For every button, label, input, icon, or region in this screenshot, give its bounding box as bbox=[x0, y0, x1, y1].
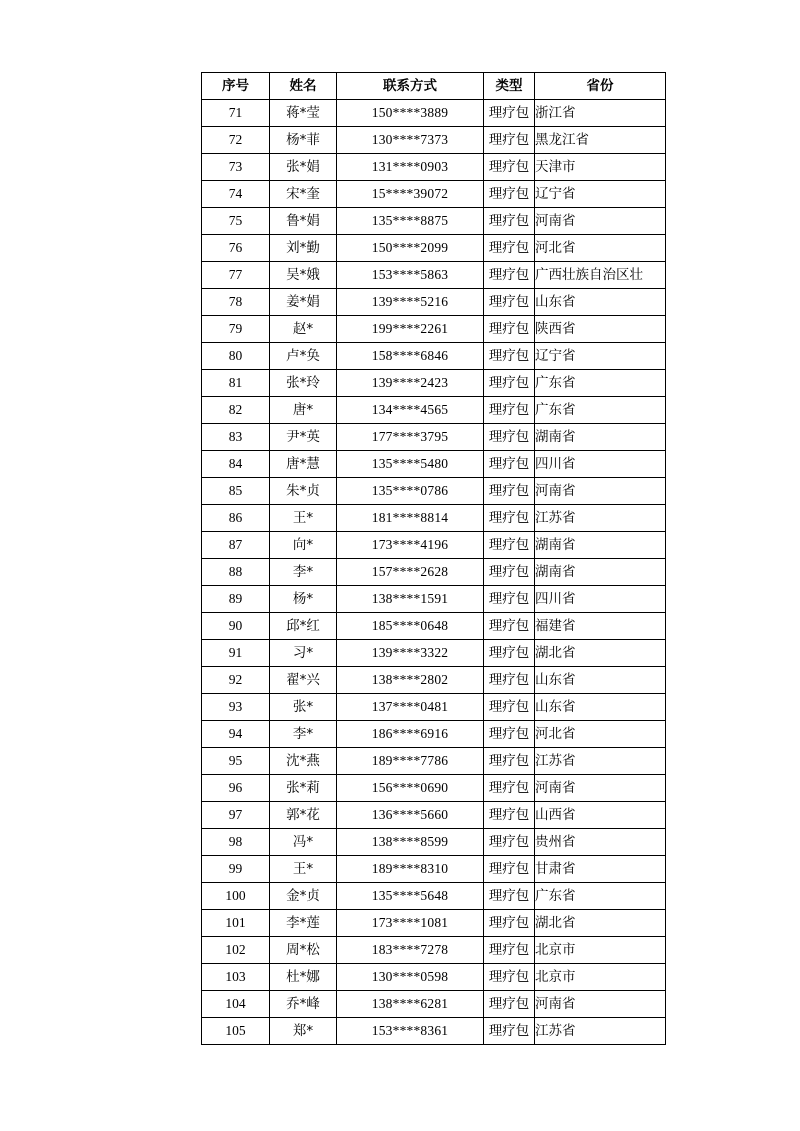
cell-province: 湖北省 bbox=[535, 640, 666, 667]
header-name: 姓名 bbox=[270, 73, 337, 100]
table-row bbox=[202, 451, 666, 478]
table-row bbox=[202, 316, 666, 343]
table-row bbox=[202, 235, 666, 262]
cell-phone: 173****4196 bbox=[337, 532, 484, 559]
cell-name: 习* bbox=[270, 640, 337, 667]
cell-province: 天津市 bbox=[535, 154, 666, 181]
cell-name: 唐*慧 bbox=[270, 451, 337, 478]
table-row bbox=[202, 1018, 666, 1045]
cell-name: 郑* bbox=[270, 1018, 337, 1045]
table-row bbox=[202, 343, 666, 370]
cell-no: 103 bbox=[202, 964, 270, 991]
cell-phone: 138****8599 bbox=[337, 829, 484, 856]
cell-province: 北京市 bbox=[535, 964, 666, 991]
table-row bbox=[202, 262, 666, 289]
table-body bbox=[202, 100, 666, 1045]
cell-province: 河南省 bbox=[535, 991, 666, 1018]
cell-no: 86 bbox=[202, 505, 270, 532]
cell-type: 理疗包 bbox=[484, 505, 535, 532]
cell-province: 北京市 bbox=[535, 937, 666, 964]
cell-province: 四川省 bbox=[535, 586, 666, 613]
cell-no: 75 bbox=[202, 208, 270, 235]
cell-name: 李*莲 bbox=[270, 910, 337, 937]
cell-phone: 157****2628 bbox=[337, 559, 484, 586]
cell-province: 山东省 bbox=[535, 694, 666, 721]
cell-province: 河南省 bbox=[535, 208, 666, 235]
table-header bbox=[202, 73, 666, 100]
cell-province: 江苏省 bbox=[535, 505, 666, 532]
cell-no: 94 bbox=[202, 721, 270, 748]
cell-province: 河南省 bbox=[535, 775, 666, 802]
cell-name: 杨*菲 bbox=[270, 127, 337, 154]
cell-type: 理疗包 bbox=[484, 181, 535, 208]
cell-no: 92 bbox=[202, 667, 270, 694]
cell-no: 80 bbox=[202, 343, 270, 370]
cell-province: 湖南省 bbox=[535, 532, 666, 559]
cell-phone: 189****8310 bbox=[337, 856, 484, 883]
cell-province: 福建省 bbox=[535, 613, 666, 640]
cell-phone: 173****1081 bbox=[337, 910, 484, 937]
cell-phone: 185****0648 bbox=[337, 613, 484, 640]
cell-province: 河北省 bbox=[535, 235, 666, 262]
table-row bbox=[202, 937, 666, 964]
cell-no: 104 bbox=[202, 991, 270, 1018]
table-row bbox=[202, 991, 666, 1018]
cell-name: 卢*奂 bbox=[270, 343, 337, 370]
cell-name: 杨* bbox=[270, 586, 337, 613]
cell-no: 90 bbox=[202, 613, 270, 640]
cell-no: 78 bbox=[202, 289, 270, 316]
cell-type: 理疗包 bbox=[484, 478, 535, 505]
cell-province: 广西壮族自治区壮 bbox=[535, 262, 666, 289]
cell-phone: 15****39072 bbox=[337, 181, 484, 208]
cell-province: 辽宁省 bbox=[535, 181, 666, 208]
cell-province: 辽宁省 bbox=[535, 343, 666, 370]
cell-province: 河南省 bbox=[535, 478, 666, 505]
table-row bbox=[202, 586, 666, 613]
cell-no: 105 bbox=[202, 1018, 270, 1045]
cell-type: 理疗包 bbox=[484, 694, 535, 721]
cell-type: 理疗包 bbox=[484, 532, 535, 559]
cell-no: 96 bbox=[202, 775, 270, 802]
cell-no: 83 bbox=[202, 424, 270, 451]
cell-province: 山东省 bbox=[535, 289, 666, 316]
cell-type: 理疗包 bbox=[484, 451, 535, 478]
cell-name: 李* bbox=[270, 559, 337, 586]
cell-name: 张*莉 bbox=[270, 775, 337, 802]
cell-phone: 189****7786 bbox=[337, 748, 484, 775]
cell-type: 理疗包 bbox=[484, 829, 535, 856]
cell-no: 71 bbox=[202, 100, 270, 127]
cell-name: 沈*燕 bbox=[270, 748, 337, 775]
cell-type: 理疗包 bbox=[484, 613, 535, 640]
cell-type: 理疗包 bbox=[484, 424, 535, 451]
cell-type: 理疗包 bbox=[484, 208, 535, 235]
table-row bbox=[202, 775, 666, 802]
cell-type: 理疗包 bbox=[484, 775, 535, 802]
cell-type: 理疗包 bbox=[484, 856, 535, 883]
cell-no: 77 bbox=[202, 262, 270, 289]
cell-province: 山西省 bbox=[535, 802, 666, 829]
roster-table bbox=[201, 72, 666, 1045]
cell-no: 91 bbox=[202, 640, 270, 667]
cell-no: 81 bbox=[202, 370, 270, 397]
cell-province: 黑龙江省 bbox=[535, 127, 666, 154]
cell-name: 冯* bbox=[270, 829, 337, 856]
cell-phone: 139****2423 bbox=[337, 370, 484, 397]
cell-type: 理疗包 bbox=[484, 721, 535, 748]
cell-phone: 156****0690 bbox=[337, 775, 484, 802]
cell-phone: 135****0786 bbox=[337, 478, 484, 505]
cell-phone: 183****7278 bbox=[337, 937, 484, 964]
table-row bbox=[202, 478, 666, 505]
cell-no: 102 bbox=[202, 937, 270, 964]
cell-phone: 134****4565 bbox=[337, 397, 484, 424]
cell-province: 广东省 bbox=[535, 883, 666, 910]
table-row bbox=[202, 613, 666, 640]
cell-phone: 139****5216 bbox=[337, 289, 484, 316]
cell-type: 理疗包 bbox=[484, 1018, 535, 1045]
table-row bbox=[202, 370, 666, 397]
cell-no: 93 bbox=[202, 694, 270, 721]
cell-name: 张*娟 bbox=[270, 154, 337, 181]
header-province: 省份 bbox=[535, 73, 666, 100]
cell-province: 贵州省 bbox=[535, 829, 666, 856]
cell-phone: 138****6281 bbox=[337, 991, 484, 1018]
cell-province: 四川省 bbox=[535, 451, 666, 478]
table-row bbox=[202, 505, 666, 532]
cell-name: 邱*红 bbox=[270, 613, 337, 640]
table-row bbox=[202, 154, 666, 181]
table-row bbox=[202, 694, 666, 721]
cell-no: 98 bbox=[202, 829, 270, 856]
cell-phone: 153****8361 bbox=[337, 1018, 484, 1045]
cell-phone: 177****3795 bbox=[337, 424, 484, 451]
header-phone: 联系方式 bbox=[337, 73, 484, 100]
cell-no: 84 bbox=[202, 451, 270, 478]
cell-no: 89 bbox=[202, 586, 270, 613]
cell-phone: 135****5480 bbox=[337, 451, 484, 478]
cell-no: 100 bbox=[202, 883, 270, 910]
table-row bbox=[202, 802, 666, 829]
cell-province: 广东省 bbox=[535, 370, 666, 397]
table-row bbox=[202, 721, 666, 748]
table-row bbox=[202, 208, 666, 235]
table-row bbox=[202, 100, 666, 127]
table-row bbox=[202, 127, 666, 154]
cell-phone: 153****5863 bbox=[337, 262, 484, 289]
cell-type: 理疗包 bbox=[484, 289, 535, 316]
table-row bbox=[202, 532, 666, 559]
cell-province: 湖南省 bbox=[535, 559, 666, 586]
cell-no: 79 bbox=[202, 316, 270, 343]
header-no: 序号 bbox=[202, 73, 270, 100]
cell-name: 张* bbox=[270, 694, 337, 721]
cell-name: 向* bbox=[270, 532, 337, 559]
header-row bbox=[202, 73, 666, 100]
cell-type: 理疗包 bbox=[484, 559, 535, 586]
cell-name: 唐* bbox=[270, 397, 337, 424]
cell-phone: 138****2802 bbox=[337, 667, 484, 694]
cell-type: 理疗包 bbox=[484, 127, 535, 154]
cell-type: 理疗包 bbox=[484, 586, 535, 613]
cell-phone: 130****7373 bbox=[337, 127, 484, 154]
cell-name: 郭*花 bbox=[270, 802, 337, 829]
cell-province: 陕西省 bbox=[535, 316, 666, 343]
cell-no: 82 bbox=[202, 397, 270, 424]
cell-province: 江苏省 bbox=[535, 748, 666, 775]
cell-name: 周*松 bbox=[270, 937, 337, 964]
cell-no: 74 bbox=[202, 181, 270, 208]
cell-name: 尹*英 bbox=[270, 424, 337, 451]
cell-name: 杜*娜 bbox=[270, 964, 337, 991]
cell-type: 理疗包 bbox=[484, 262, 535, 289]
cell-no: 88 bbox=[202, 559, 270, 586]
table-row bbox=[202, 640, 666, 667]
cell-type: 理疗包 bbox=[484, 910, 535, 937]
cell-no: 95 bbox=[202, 748, 270, 775]
header-type: 类型 bbox=[484, 73, 535, 100]
cell-phone: 139****3322 bbox=[337, 640, 484, 667]
cell-name: 姜*娟 bbox=[270, 289, 337, 316]
cell-no: 73 bbox=[202, 154, 270, 181]
table-row bbox=[202, 181, 666, 208]
cell-no: 76 bbox=[202, 235, 270, 262]
cell-type: 理疗包 bbox=[484, 883, 535, 910]
cell-phone: 150****3889 bbox=[337, 100, 484, 127]
cell-name: 张*玲 bbox=[270, 370, 337, 397]
cell-name: 翟*兴 bbox=[270, 667, 337, 694]
cell-phone: 186****6916 bbox=[337, 721, 484, 748]
cell-type: 理疗包 bbox=[484, 100, 535, 127]
cell-no: 97 bbox=[202, 802, 270, 829]
table-row bbox=[202, 910, 666, 937]
cell-province: 湖南省 bbox=[535, 424, 666, 451]
cell-name: 鲁*娟 bbox=[270, 208, 337, 235]
cell-name: 李* bbox=[270, 721, 337, 748]
cell-province: 浙江省 bbox=[535, 100, 666, 127]
cell-type: 理疗包 bbox=[484, 343, 535, 370]
cell-type: 理疗包 bbox=[484, 964, 535, 991]
cell-phone: 137****0481 bbox=[337, 694, 484, 721]
cell-name: 朱*贞 bbox=[270, 478, 337, 505]
cell-province: 河北省 bbox=[535, 721, 666, 748]
cell-type: 理疗包 bbox=[484, 802, 535, 829]
cell-type: 理疗包 bbox=[484, 640, 535, 667]
cell-name: 刘*勤 bbox=[270, 235, 337, 262]
table-row bbox=[202, 397, 666, 424]
cell-name: 王* bbox=[270, 505, 337, 532]
table-row bbox=[202, 883, 666, 910]
cell-province: 广东省 bbox=[535, 397, 666, 424]
cell-province: 山东省 bbox=[535, 667, 666, 694]
cell-province: 湖北省 bbox=[535, 910, 666, 937]
cell-province: 甘肃省 bbox=[535, 856, 666, 883]
table-row bbox=[202, 424, 666, 451]
cell-province: 江苏省 bbox=[535, 1018, 666, 1045]
table-row bbox=[202, 559, 666, 586]
cell-phone: 135****5648 bbox=[337, 883, 484, 910]
cell-no: 101 bbox=[202, 910, 270, 937]
cell-name: 王* bbox=[270, 856, 337, 883]
cell-name: 蒋*莹 bbox=[270, 100, 337, 127]
table-row bbox=[202, 667, 666, 694]
table-row bbox=[202, 289, 666, 316]
cell-name: 金*贞 bbox=[270, 883, 337, 910]
cell-phone: 199****2261 bbox=[337, 316, 484, 343]
cell-phone: 150****2099 bbox=[337, 235, 484, 262]
cell-phone: 158****6846 bbox=[337, 343, 484, 370]
cell-phone: 135****8875 bbox=[337, 208, 484, 235]
cell-name: 赵* bbox=[270, 316, 337, 343]
cell-no: 72 bbox=[202, 127, 270, 154]
cell-type: 理疗包 bbox=[484, 748, 535, 775]
cell-no: 85 bbox=[202, 478, 270, 505]
cell-name: 宋*奎 bbox=[270, 181, 337, 208]
cell-type: 理疗包 bbox=[484, 991, 535, 1018]
cell-type: 理疗包 bbox=[484, 937, 535, 964]
cell-type: 理疗包 bbox=[484, 316, 535, 343]
cell-no: 87 bbox=[202, 532, 270, 559]
table-row bbox=[202, 748, 666, 775]
cell-name: 吴*娥 bbox=[270, 262, 337, 289]
cell-name: 乔*峰 bbox=[270, 991, 337, 1018]
cell-type: 理疗包 bbox=[484, 154, 535, 181]
cell-phone: 138****1591 bbox=[337, 586, 484, 613]
cell-type: 理疗包 bbox=[484, 235, 535, 262]
cell-phone: 130****0598 bbox=[337, 964, 484, 991]
cell-phone: 136****5660 bbox=[337, 802, 484, 829]
table-row bbox=[202, 856, 666, 883]
cell-type: 理疗包 bbox=[484, 667, 535, 694]
cell-type: 理疗包 bbox=[484, 397, 535, 424]
cell-phone: 131****0903 bbox=[337, 154, 484, 181]
table-row bbox=[202, 829, 666, 856]
cell-phone: 181****8814 bbox=[337, 505, 484, 532]
table-row bbox=[202, 964, 666, 991]
cell-type: 理疗包 bbox=[484, 370, 535, 397]
cell-no: 99 bbox=[202, 856, 270, 883]
